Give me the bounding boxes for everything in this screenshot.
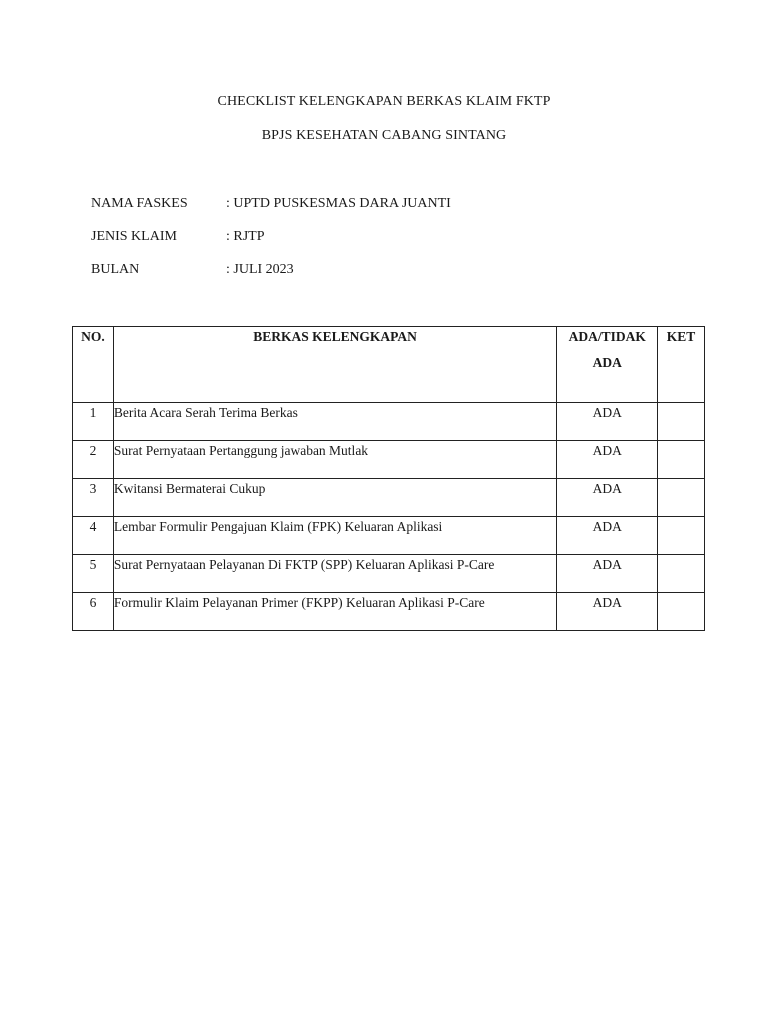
- row-no: 5: [73, 555, 114, 593]
- row-berkas: Formulir Klaim Pelayanan Primer (FKPP) Keluaran Aplikasi P-Care: [113, 593, 556, 631]
- row-no: 3: [73, 479, 114, 517]
- document-subtitle: BPJS KESEHATAN CABANG SINTANG: [261, 128, 507, 143]
- info-label-bulan: BULAN: [91, 262, 140, 277]
- header-berkas: BERKAS KELENGKAPAN: [113, 327, 556, 403]
- info-value-jenis-klaim: : RJTP: [226, 229, 265, 244]
- row-ada: ADA: [557, 441, 658, 479]
- row-no: 2: [73, 441, 114, 479]
- row-ket: [658, 593, 705, 631]
- table-row: [73, 593, 705, 631]
- header-ada-line1: ADA/TIDAK: [568, 329, 646, 344]
- table-row: [73, 555, 705, 593]
- table-row: [73, 479, 705, 517]
- info-label-nama-faskes: NAMA FASKES: [91, 196, 188, 211]
- row-ket: [658, 555, 705, 593]
- table-header-row: [73, 327, 705, 403]
- row-berkas: Lembar Formulir Pengajuan Klaim (FPK) Keluaran Aplikasi: [113, 517, 556, 555]
- header-ada-line2: ADA: [592, 355, 622, 370]
- row-berkas: Surat Pernyataan Pelayanan Di FKTP (SPP) Keluaran Aplikasi P-Care: [113, 555, 556, 593]
- row-ada: ADA: [557, 479, 658, 517]
- row-ket: [658, 479, 705, 517]
- info-value-bulan: : JULI 2023: [226, 262, 294, 277]
- row-ada: ADA: [557, 593, 658, 631]
- table-row: [73, 517, 705, 555]
- table-row: [73, 403, 705, 441]
- checklist-table: [72, 326, 705, 631]
- row-ket: [658, 517, 705, 555]
- table-row: [73, 441, 705, 479]
- row-berkas: Kwitansi Bermaterai Cukup: [113, 479, 556, 517]
- header-ada-tidak-ada: [557, 327, 658, 403]
- document-title: CHECKLIST KELENGKAPAN BERKAS KLAIM FKTP: [217, 94, 551, 109]
- row-ada: ADA: [557, 517, 658, 555]
- header-ket: KET: [658, 327, 705, 403]
- header-no: NO.: [73, 327, 114, 403]
- row-ada: ADA: [557, 555, 658, 593]
- row-ket: [658, 403, 705, 441]
- info-label-jenis-klaim: JENIS KLAIM: [91, 229, 177, 244]
- row-berkas: Surat Pernyataan Pertanggung jawaban Mutlak: [113, 441, 556, 479]
- row-berkas: Berita Acara Serah Terima Berkas: [113, 403, 556, 441]
- info-value-nama-faskes: : UPTD PUSKESMAS DARA JUANTI: [226, 196, 451, 211]
- row-ada: ADA: [557, 403, 658, 441]
- row-no: 4: [73, 517, 114, 555]
- row-no: 6: [73, 593, 114, 631]
- row-ket: [658, 441, 705, 479]
- row-no: 1: [73, 403, 114, 441]
